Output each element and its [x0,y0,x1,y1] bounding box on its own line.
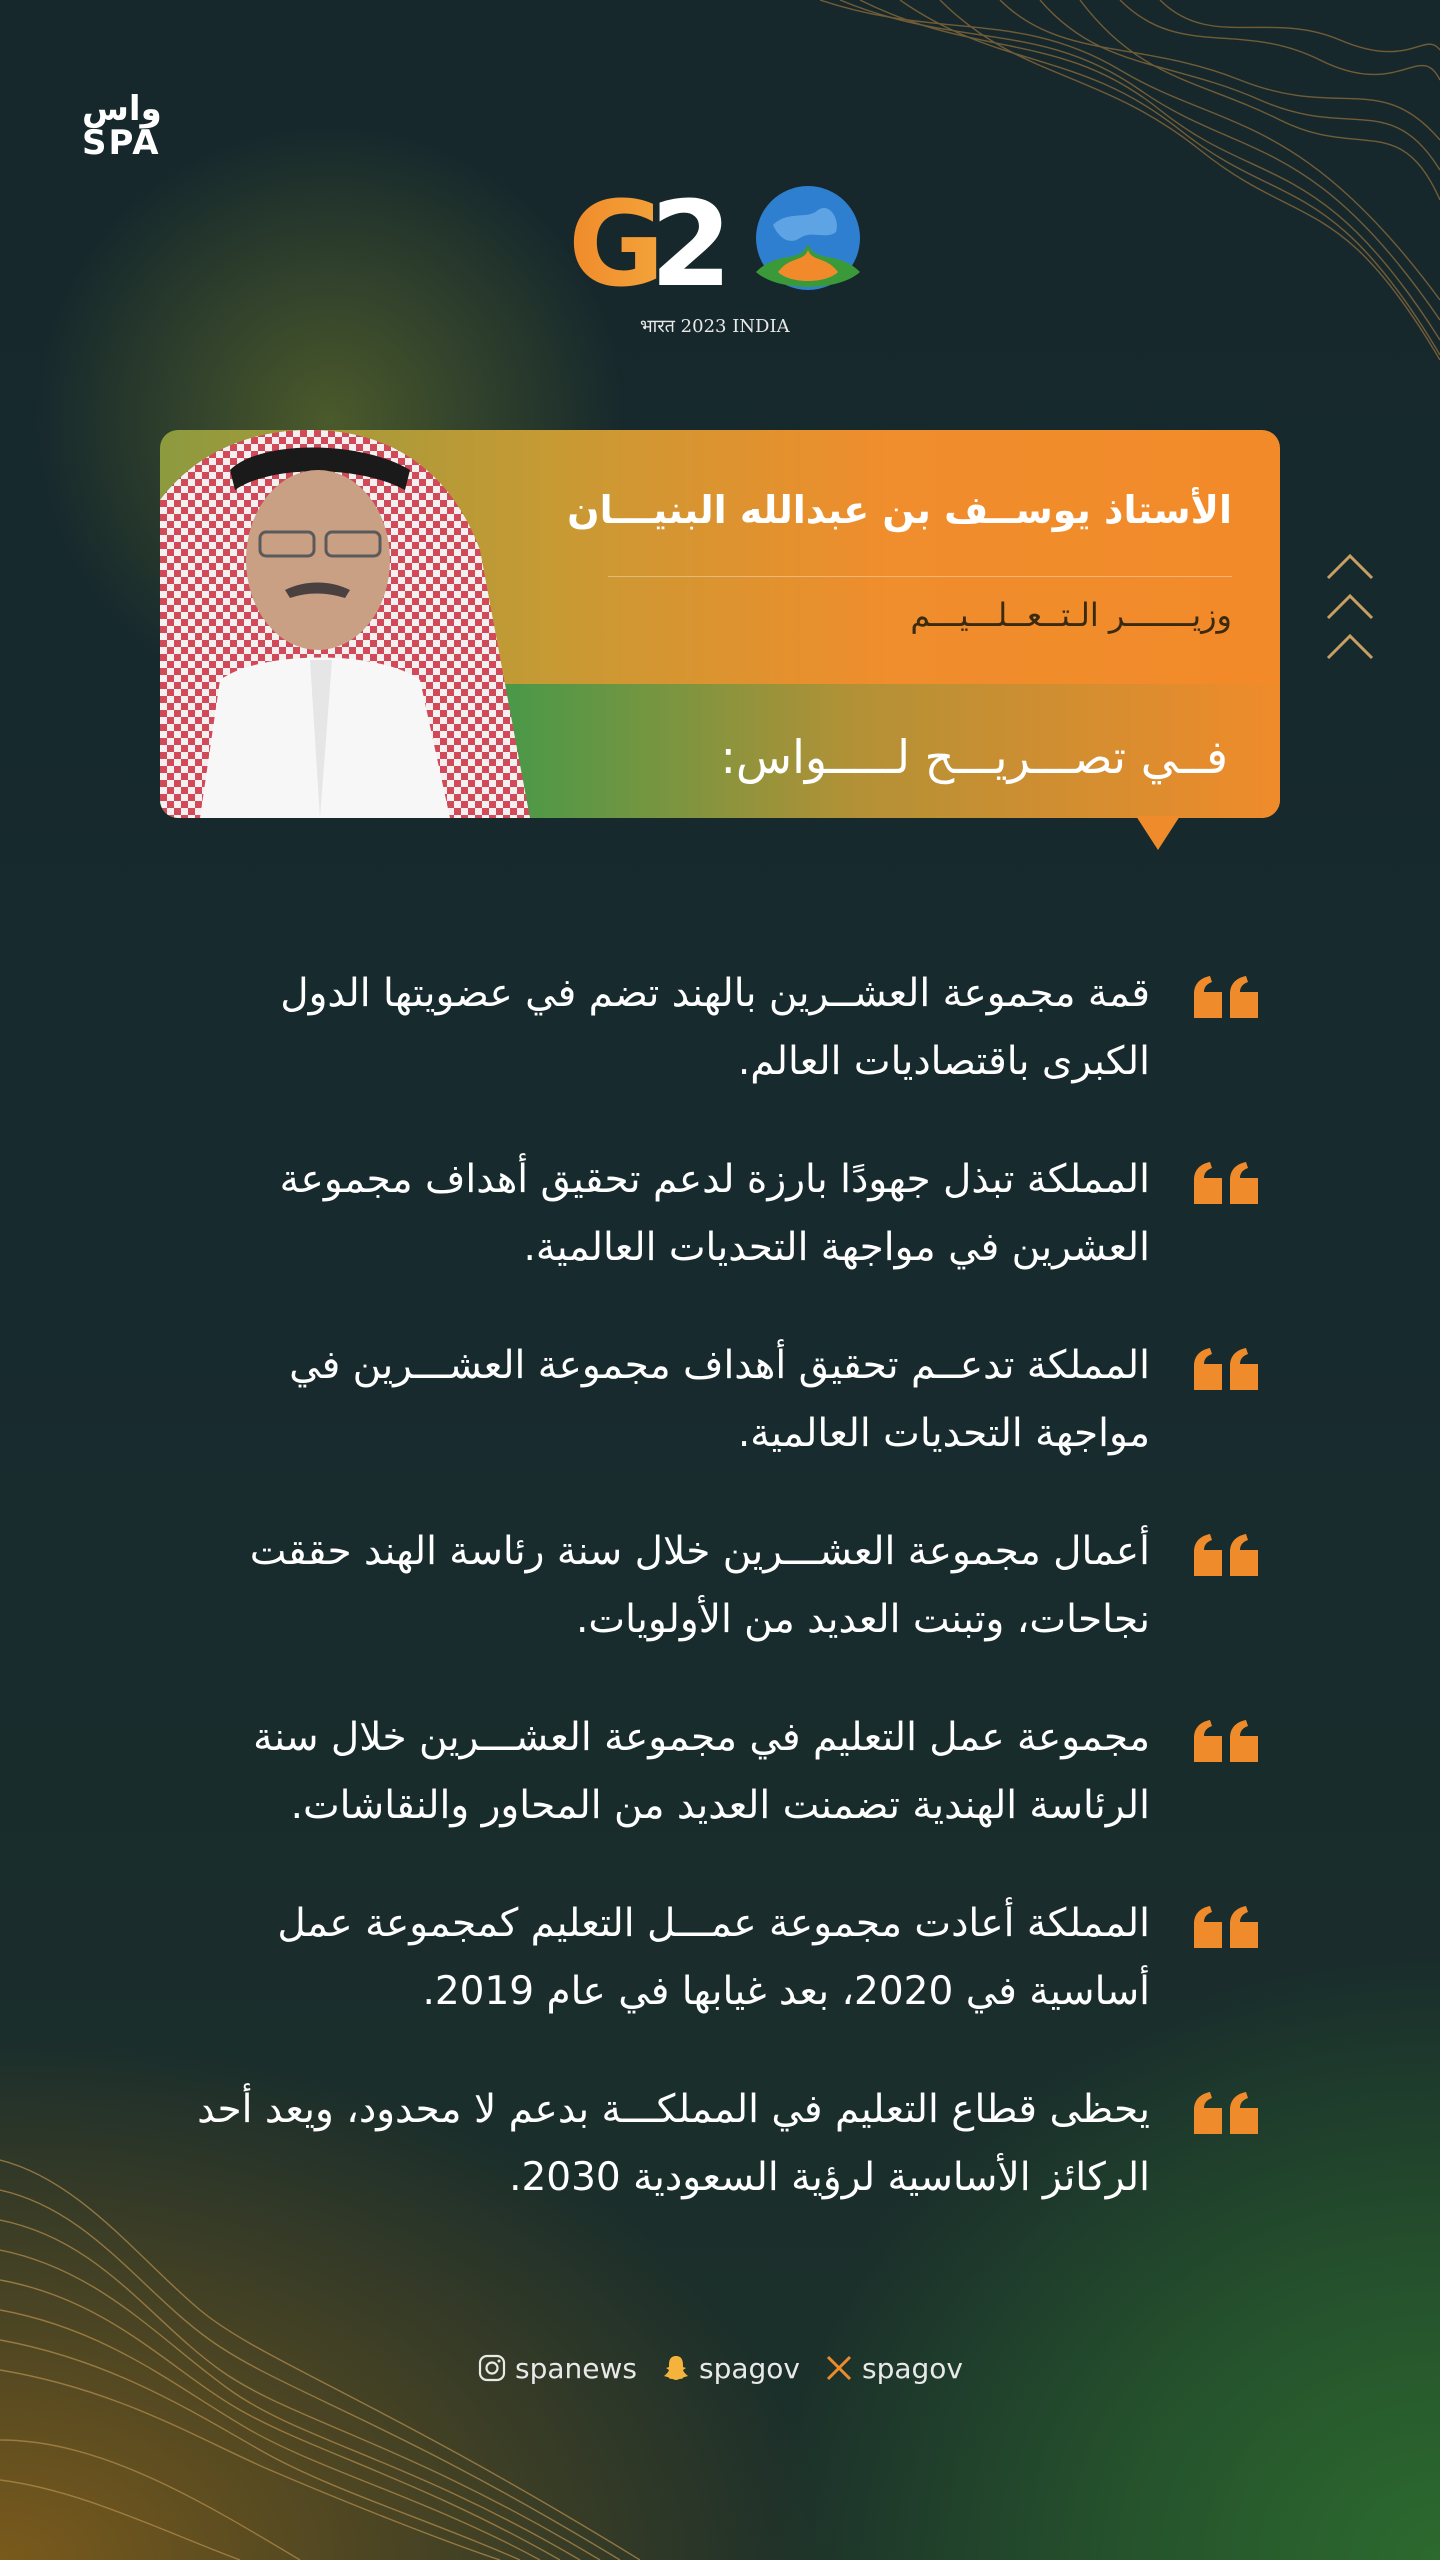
quote-item [190,960,1260,1146]
minister-role: وزيـــــــر الـتــعــلـــيـــم [910,596,1232,634]
card-pointer [1136,816,1180,850]
quote-mark-icon [1194,1534,1260,1576]
quote-text: المملكة تبذل جهودًا بارزة لدعم تحقيق أهداف مجموعة العشرين في مواجهة التحديات العالمية. [279,1157,1150,1270]
instagram-icon [477,2353,507,2383]
spa-logo [82,89,186,163]
x-icon [824,2353,854,2383]
minister-portrait [160,430,540,818]
spa-logo-latin: SPA [82,123,161,163]
minister-name: الأستاذ يوســف بن عبدالله البنيـــان [567,488,1232,532]
quote-text: يحظى قطاع التعليم في المملكـــة بدعم لا محدود، ويعد أحد الركائز الأساسية لرؤية السعودية 2030. [197,2087,1150,2200]
quote-mark-icon [1194,1720,1260,1762]
quote-mark-icon [1194,1162,1260,1204]
quote-text: مجموعة عمل التعليم في مجموعة العشـــرين خلال سنة الرئاسة الهندية تضمنت العديد من المحاور والنقاشات. [253,1715,1150,1828]
quote-text: المملكة تدعــم تحقيق أهداف مجموعة العشـــرين في مواجهة التحديات العالمية. [289,1343,1150,1456]
quote-text: المملكة أعادت مجموعة عمـــل التعليم كمجموعة عمل أساسية في 2020، بعد غيابها في عام 2019. [277,1901,1150,2014]
x-handle: spagov [861,2351,963,2385]
minister-card [160,430,1280,818]
snapchat-icon [661,2353,691,2383]
quote-item [190,1146,1260,1332]
snapchat-handle: spagov [698,2351,800,2385]
instagram-link[interactable] [477,2352,637,2385]
quote-mark-icon [1194,976,1260,1018]
spa-logo-arabic: واس [82,89,162,129]
quote-text: قمة مجموعة العشــرين بالهند تضم في عضويتها الدول الكبرى باقتصاديات العالم. [280,971,1150,1084]
quote-text: أعمال مجموعة العشـــرين خلال سنة رئاسة الهند حققت نجاحات، وتبنت العديد من الأولويات. [249,1529,1150,1642]
social-footer [0,2346,1440,2390]
statement-intro: فــي تصـــريـــح لـــــواس: [720,730,1228,784]
snapchat-link[interactable] [661,2352,800,2385]
card-divider [608,576,1232,577]
g20-india-logo [568,180,872,340]
svg-text:G: G [568,180,657,310]
quote-mark-icon [1194,1906,1260,1948]
quote-item [190,1704,1260,1890]
quote-item [190,1518,1260,1704]
quote-item [190,1332,1260,1518]
quote-mark-icon [1194,2092,1260,2134]
quote-mark-icon [1194,1348,1260,1390]
decorative-waves-top-right [820,0,1440,360]
g20-lotus-globe-icon [568,180,872,310]
instagram-handle: spanews [515,2351,637,2385]
quote-item [190,2076,1260,2262]
x-link[interactable] [824,2352,963,2385]
chevron-up-icon [1326,550,1374,672]
quote-item [190,1890,1260,2076]
g20-subtitle: भारत 2023 INDIA [640,316,790,337]
quotes-list [190,960,1260,2262]
svg-text:2: 2 [650,180,725,310]
